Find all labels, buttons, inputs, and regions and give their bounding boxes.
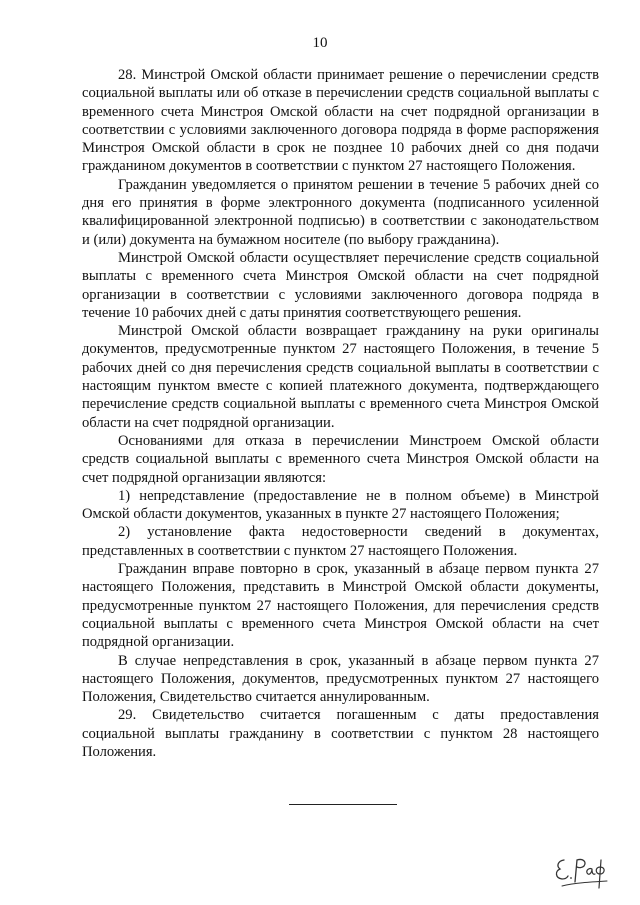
paragraph-28-decision: 28. Минстрой Омской области принимает решение о перечислении средств социальной выплаты или об отказе в перечислении средств социальной выплаты с временного счета Минстроя Омской области на счет подрядной организации в соответствии с условиями заключенного договора подряда в форме распоряжения Минстроя Омской области в срок не позднее 10 рабочих дней со дня подачи гражданином документов в соответствии с пунктом 27 настоящего Положения. bbox=[82, 67, 599, 175]
paragraph-refusal-ground-1: 1) непредставление (предоставление не в полном объеме) в Минстрой Омской области документов, указанных в пункте 27 настоящего Положения; bbox=[82, 487, 599, 523]
paragraph-documents-return: Минстрой Омской области возвращает гражданину на руки оригиналы документов, предусмотренные пунктом 27 настоящего Положения, в течение 5 рабочих дней со дня перечисления средств социальной выплаты в соответствии с настоящим пунктом вместе с копией платежного документа, подтверждающего перечисление средств социальной выплаты с временного счета Минстроя Омской области на счет подрядной организации. bbox=[82, 323, 599, 431]
paragraph-citizen-notification: Гражданин уведомляется о принятом решении в течение 5 рабочих дней со дня его принятия в форме электронного документа (подписанного усиленной квалифицированной электронной подписью) в соответствии с законодательством и (или) документа на бумажном носителе (по выбору гражданина). bbox=[82, 176, 599, 248]
handwritten-initials bbox=[552, 852, 612, 896]
paragraph-refusal-ground-2: 2) установление факта недостоверности сведений в документах, представленных в соответствии с пунктом 27 настоящего Положения. bbox=[82, 524, 599, 559]
paragraph-certificate-annulled: В случае непредставления в срок, указанный в абзаце первом пункта 27 настоящего Положения, документов, предусмотренных пунктом 27 настоящего Положения, Свидетельство считается аннулированным. bbox=[82, 652, 599, 706]
paragraph-refusal-grounds: Основаниями для отказа в перечислении Минстроем Омской области средств социальной выплаты с временного счета Минстроя Омской области на счет подрядной организации являются: bbox=[82, 432, 599, 486]
end-divider bbox=[289, 804, 397, 805]
document-body bbox=[82, 66, 599, 761]
paragraph-repeat-submission: Гражданин вправе повторно в срок, указанный в абзаце первом пункта 27 настоящего Положения, представить в Минстрой Омской области документы, предусмотренные пунктом 27 настоящего Положения, для перечисления средств социальной выплаты с временного счета Минстроя Омской области на счет подрядной организации. bbox=[82, 561, 599, 651]
paragraph-transfer-execution: Минстрой Омской области осуществляет перечисление средств социальной выплаты с временного счета Минстроя Омской области на счет подрядной организации в соответствии с условиями заключенного договора подряда в течение 10 рабочих дней с даты принятия соответствующего решения. bbox=[82, 249, 599, 321]
page-number: 10 bbox=[312, 35, 328, 51]
signature-icon bbox=[552, 852, 612, 896]
paragraph-29-certificate-redeemed: 29. Свидетельство считается погашенным с даты предоставления социальной выплаты гражданину в соответствии с пунктом 28 настоящего Положения. bbox=[82, 707, 599, 760]
